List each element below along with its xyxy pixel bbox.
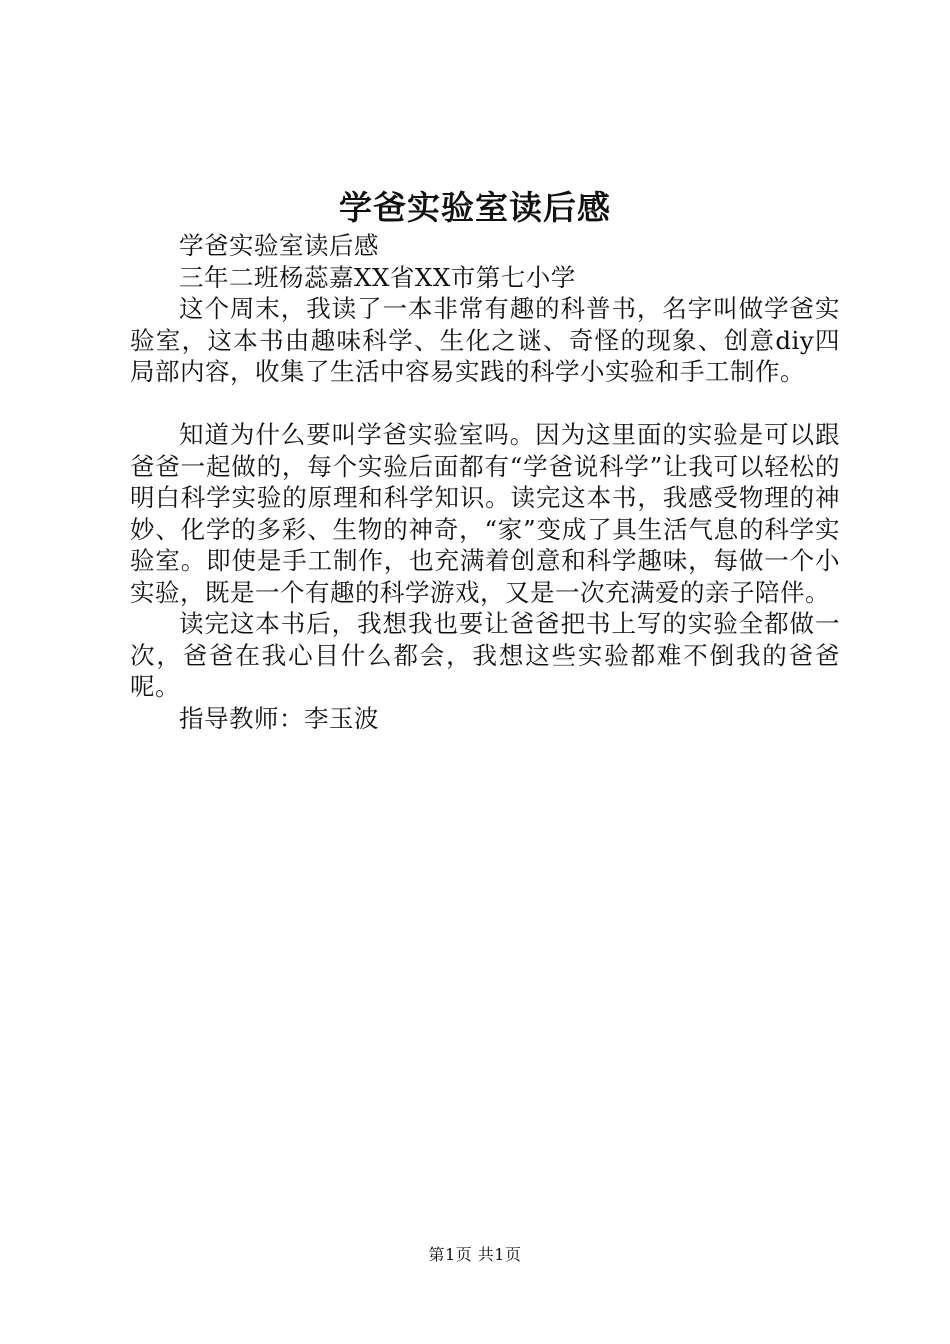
paragraph-spacer	[130, 388, 840, 420]
page-footer: 第1页 共1页	[428, 1245, 522, 1264]
closing-paragraph: 读完这本书后，我想我也要让爸爸把书上写的实验全都做一次，爸爸在我心目什么都会，我想这些实验都难不倒我的爸爸呢。	[130, 609, 840, 701]
author-paragraph: 三年二班杨蕊嘉XX省XX市第七小学	[179, 262, 576, 292]
document-body	[130, 230, 840, 734]
document-title: 学爸实验室读后感	[339, 188, 611, 227]
subtitle-paragraph: 学爸实验室读后感	[179, 231, 379, 260]
teacher-line: 指导教师：李玉波	[179, 703, 379, 733]
main-paragraph: 知道为什么要叫学爸实验室吗。因为这里面的实验是可以跟爸爸一起做的，每个实验后面都有“学爸说科学”让我可以轻松的明白科学实验的原理和科学知识。读完这本书，我感受物理的神妙、化学的多彩、生物的神奇，“家”变成了具生活气息的科学实验室。即使是手工制作，也充满着创意和科学趣味，每做一个小实验，既是一个有趣的科学游戏，又是一次充满爱的亲子陪伴。	[130, 420, 840, 607]
intro-paragraph: 这个周末，我读了一本非常有趣的科普书，名字叫做学爸实验室，这本书由趣味科学、生化之谜、奇怪的现象、创意diy四局部内容，收集了生活中容易实践的科学小实验和手工制作。	[130, 294, 840, 386]
